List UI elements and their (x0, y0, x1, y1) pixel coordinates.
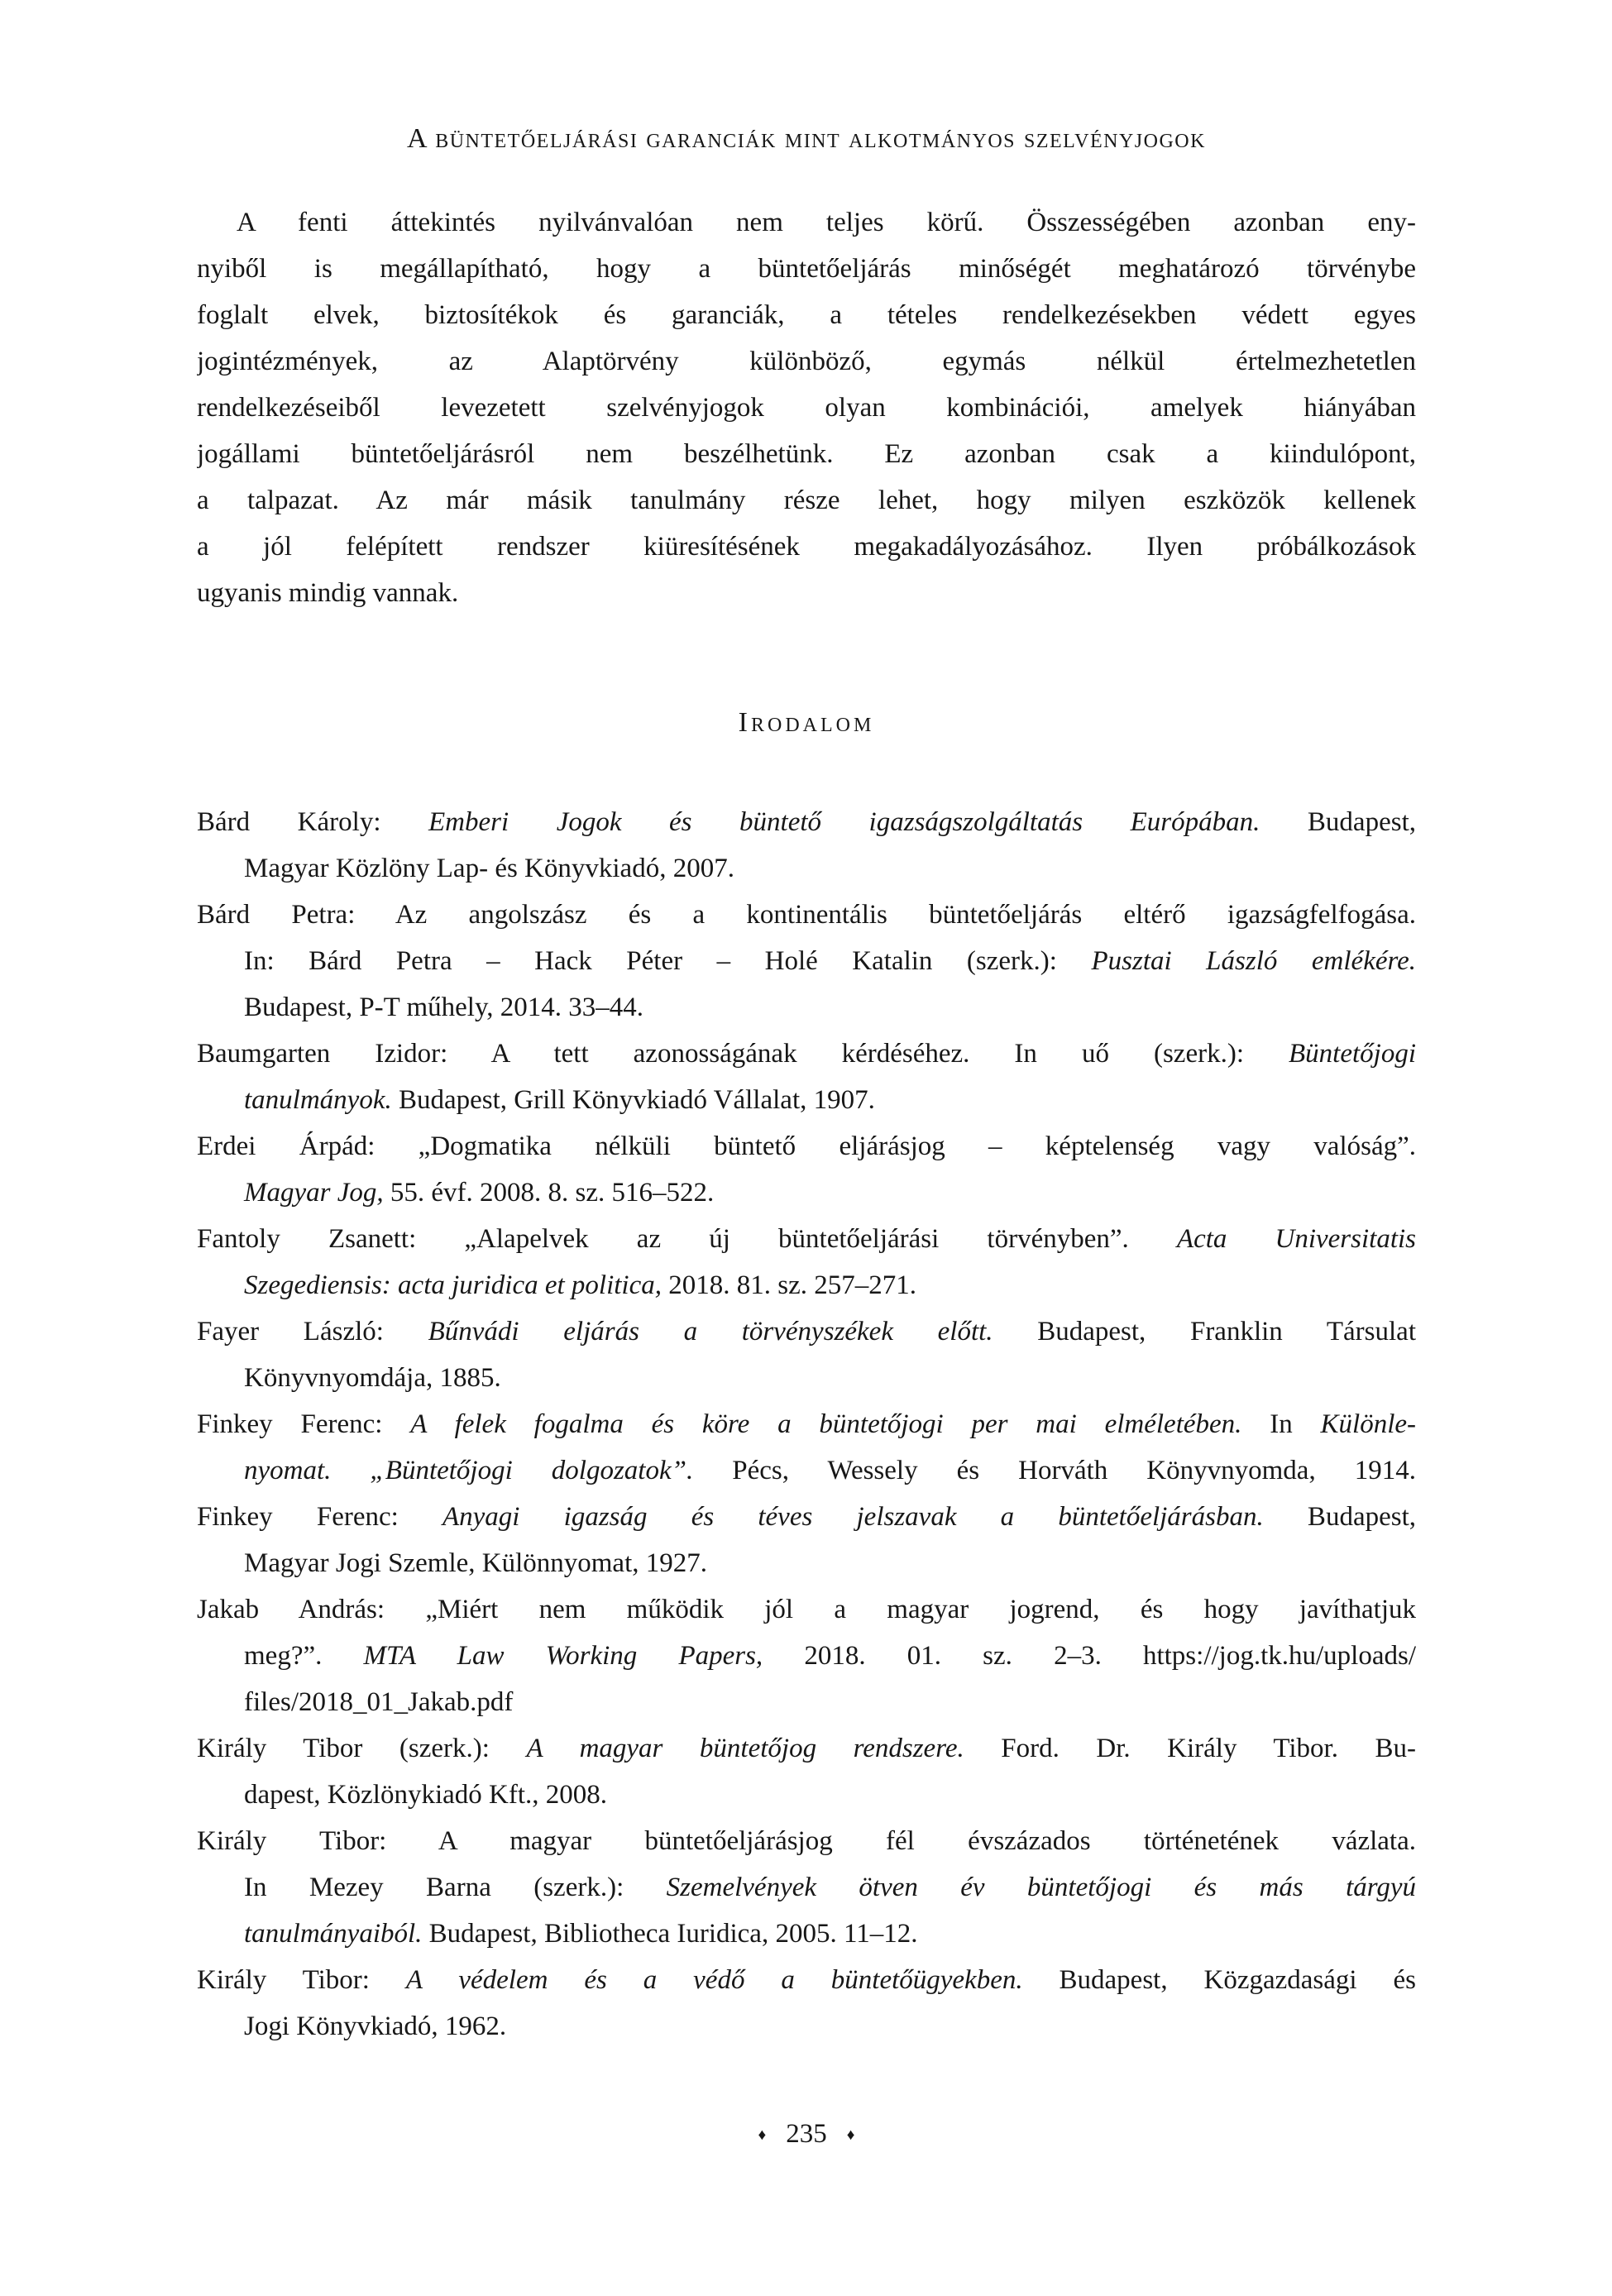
bibliography-entry (197, 1031, 1416, 1123)
bibliography-line (197, 1911, 1416, 1957)
bibliography-entry (197, 892, 1416, 1031)
paragraph-line: A fenti áttekintés nyilvánvalóan nem teljes körű. Összességében azonban eny- (237, 208, 1416, 237)
text-segment: Budapest, P-T műhely, 2014. 33–44. (244, 993, 644, 1022)
bibliography-entry (197, 1818, 1416, 1957)
bibliography-line (197, 1540, 1416, 1586)
body-paragraph (197, 199, 1416, 616)
text-segment: Jakab András: „Miért nem működik jól a magyar jogrend, és hogy javíthatjuk (197, 1595, 1416, 1624)
footer-ornament-left-icon: ♦ (758, 2126, 767, 2144)
paragraph-line: nyiből is megállapítható, hogy a büntetőeljárás minőségét meghatározó törvénybe (197, 254, 1416, 284)
paragraph-line: a jól felépített rendszer kiüresítésének megakadályozásához. Ilyen próbálkozások (197, 532, 1416, 562)
bibliography-line (197, 845, 1416, 892)
bibliography-entry (197, 1725, 1416, 1818)
text-segment: Bárd Károly: (197, 807, 429, 837)
text-segment: In: Bárd Petra – Hack Péter – Holé Katalin (szerk.): (244, 946, 1092, 976)
text-segment: Finkey Ferenc: (197, 1409, 411, 1439)
bibliography-line (197, 1355, 1416, 1401)
title-italic-segment: A védelem és a védő a büntetőügyekben. (405, 1965, 1023, 1995)
bibliography-line (197, 799, 1416, 845)
bibliography-line (197, 1401, 1416, 1447)
text-segment: dapest, Közlönykiadó Kft., 2008. (244, 1780, 608, 1810)
bibliography-entry (197, 1123, 1416, 1216)
bibliography-line (197, 2003, 1416, 2050)
bibliography-entry (197, 1494, 1416, 1586)
bibliography-line (197, 1123, 1416, 1170)
title-italic-segment: Magyar Jog, (244, 1178, 384, 1208)
bibliography-line (197, 1864, 1416, 1911)
bibliography-line (197, 1633, 1416, 1679)
bibliography-line (197, 1772, 1416, 1818)
text-segment: Magyar Közlöny Lap- és Könyvkiadó, 2007. (244, 854, 734, 883)
bibliography-line (197, 1725, 1416, 1772)
section-heading: Irodalom (738, 707, 875, 738)
bibliography-line (197, 1818, 1416, 1864)
paragraph-line: rendelkezéseiből levezetett szelvényjogok olyan kombinációi, amelyek hiányában (197, 393, 1416, 423)
paragraph-line: foglalt elvek, biztosítékok és garanciák, a tételes rendelkezésekben védett egyes (197, 300, 1416, 330)
bibliography-entry (197, 799, 1416, 892)
paragraph-line: jogintézmények, az Alaptörvény különböző, egymás nélkül értelmezhetetlen (197, 347, 1416, 376)
bibliography-line (197, 938, 1416, 984)
title-italic-segment: Anyagi igazság és téves jelszavak a büntetőeljárásban. (442, 1502, 1264, 1532)
bibliography-entry (197, 1308, 1416, 1401)
bibliography-line (197, 984, 1416, 1031)
bibliography-line (197, 1494, 1416, 1540)
bibliography-line (197, 1077, 1416, 1123)
text-segment: Budapest, Bibliotheca Iuridica, 2005. 11–12. (422, 1919, 918, 1949)
text-segment: Budapest, (1263, 1502, 1416, 1532)
text-segment: In (1241, 1409, 1321, 1439)
title-italic-segment: MTA Law Working Papers, (363, 1641, 763, 1671)
title-italic-segment: Büntetőjogi (1289, 1039, 1416, 1069)
text-segment: Erdei Árpád: „Dogmatika nélküli büntető eljárásjog – képtelenség vagy valóság”. (197, 1131, 1416, 1161)
bibliography-line (197, 1957, 1416, 2003)
title-italic-segment: A felek fogalma és köre a büntetőjogi per mai elméletében. (410, 1409, 1242, 1439)
page-footer (197, 2116, 1416, 2154)
bibliography-entry (197, 1957, 1416, 2050)
text-segment: Jogi Könyvkiadó, 1962. (244, 2011, 507, 2041)
paragraph-line: ugyanis mindig vannak. (197, 578, 459, 608)
text-segment: Király Tibor (szerk.): (197, 1734, 527, 1763)
text-segment: Finkey Ferenc: (197, 1502, 442, 1532)
paragraph-line: a talpazat. Az már másik tanulmány része lehet, hogy milyen eszközök kellenek (197, 486, 1416, 515)
text-segment: Ford. Dr. Király Tibor. Bu- (964, 1734, 1416, 1763)
text-segment: Budapest, Grill Könyvkiadó Vállalat, 1907. (391, 1085, 875, 1115)
title-italic-segment: nyomat. „Büntetőjogi dolgozatok”. (244, 1456, 694, 1485)
title-italic-segment: Szemelvények ötven év büntetőjogi és más tárgyú (666, 1873, 1416, 1902)
bibliography-entry (197, 1586, 1416, 1725)
text-segment: 55. évf. 2008. 8. sz. 516–522. (383, 1178, 715, 1208)
title-italic-segment: Pusztai László emlékére. (1091, 946, 1416, 976)
bibliography-list (197, 799, 1416, 2050)
title-italic-segment: tanulmányok. (244, 1085, 392, 1115)
text-segment: Király Tibor: (197, 1965, 406, 1995)
title-italic-segment: Bűnvádi eljárás a törvényszékek előtt. (428, 1317, 993, 1347)
text-segment: Baumgarten Izidor: A tett azonosságának kérdéséhez. In uő (szerk.): (197, 1039, 1289, 1069)
text-segment: In Mezey Barna (szerk.): (244, 1873, 667, 1902)
paragraph-line: jogállami büntetőeljárásról nem beszélhetünk. Ez azonban csak a kiindulópont, (197, 439, 1416, 469)
title-italic-segment: Különle- (1320, 1409, 1416, 1439)
bibliography-entry (197, 1216, 1416, 1308)
bibliography-line (197, 1447, 1416, 1494)
title-italic-segment: A magyar büntetőjog rendszere. (526, 1734, 964, 1763)
text-segment: Könyvnyomdája, 1885. (244, 1363, 501, 1393)
text-segment: Fayer László: (197, 1317, 428, 1347)
bibliography-line (197, 892, 1416, 938)
footer-ornament-right-icon: ♦ (846, 2126, 855, 2144)
title-italic-segment: Szegediensis: acta juridica et politica, (244, 1270, 662, 1300)
text-segment: 2018. 01. sz. 2–3. https://jog.tk.hu/uploads/ (763, 1641, 1416, 1671)
bibliography-line (197, 1031, 1416, 1077)
bibliography-line (197, 1586, 1416, 1633)
bibliography-line (197, 1679, 1416, 1725)
bibliography-line (197, 1170, 1416, 1216)
running-head: A büntetőeljárási garanciák mint alkotmányos szelvényjogok (407, 123, 1206, 154)
text-segment: Magyar Jogi Szemle, Különnyomat, 1927. (244, 1548, 708, 1578)
text-segment: Fantoly Zsanett: „Alapelvek az új büntetőeljárási törvényben”. (197, 1224, 1177, 1254)
title-italic-segment: Acta Universitatis (1176, 1224, 1416, 1254)
text-segment: files/2018_01_Jakab.pdf (244, 1687, 514, 1717)
text-segment: Budapest, Franklin Társulat (993, 1317, 1416, 1347)
text-segment: Bárd Petra: Az angolszász és a kontinentális büntetőeljárás eltérő igazságfelfogása. (197, 900, 1416, 930)
text-segment: Király Tibor: A magyar büntetőeljárásjog fél évszázados történetének vázlata. (197, 1826, 1416, 1856)
text-segment: 2018. 81. sz. 257–271. (662, 1270, 916, 1300)
bibliography-line (197, 1262, 1416, 1308)
text-segment: Budapest, (1260, 807, 1416, 837)
title-italic-segment: Emberi Jogok és büntető igazságszolgáltatás Európában. (428, 807, 1260, 837)
title-italic-segment: tanulmányaiból. (244, 1919, 423, 1949)
text-segment: Budapest, Közgazdasági és (1022, 1965, 1416, 1995)
text-segment: meg?”. (244, 1641, 364, 1671)
text-segment: Pécs, Wessely és Horváth Könyvnyomda, 1914. (693, 1456, 1416, 1485)
bibliography-line (197, 1308, 1416, 1355)
bibliography-entry (197, 1401, 1416, 1494)
page-number: 235 (786, 2119, 827, 2149)
bibliography-line (197, 1216, 1416, 1262)
